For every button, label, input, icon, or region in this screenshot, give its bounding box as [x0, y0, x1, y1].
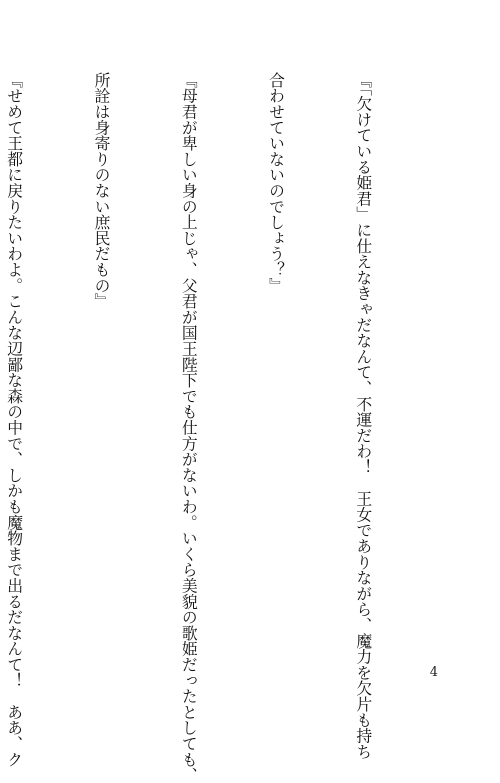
body-text — [0, 72, 436, 783]
text-line: 所詮は身寄りのない庶民だもの』 — [91, 72, 111, 309]
text-line: 『「欠けている姫君」に仕えなきゃだなんて、不運だわ！ 王女でありながら、魔力を欠片も持ち — [353, 72, 373, 760]
text-line: 『せめて王都に戻りたいわよ。こんな辺鄙な森の中で、しかも魔物まで出るだなんて！ ああ、ク — [4, 72, 24, 768]
page-number: 4 — [429, 665, 438, 680]
text-line: 『母君が卑しい身の上じゃ、父君が国王陛下でも仕方がないわ。いくら美貌の歌姫だったとしても、 — [179, 72, 199, 783]
text-line: 合わせていないのでしょう？』 — [266, 72, 286, 294]
